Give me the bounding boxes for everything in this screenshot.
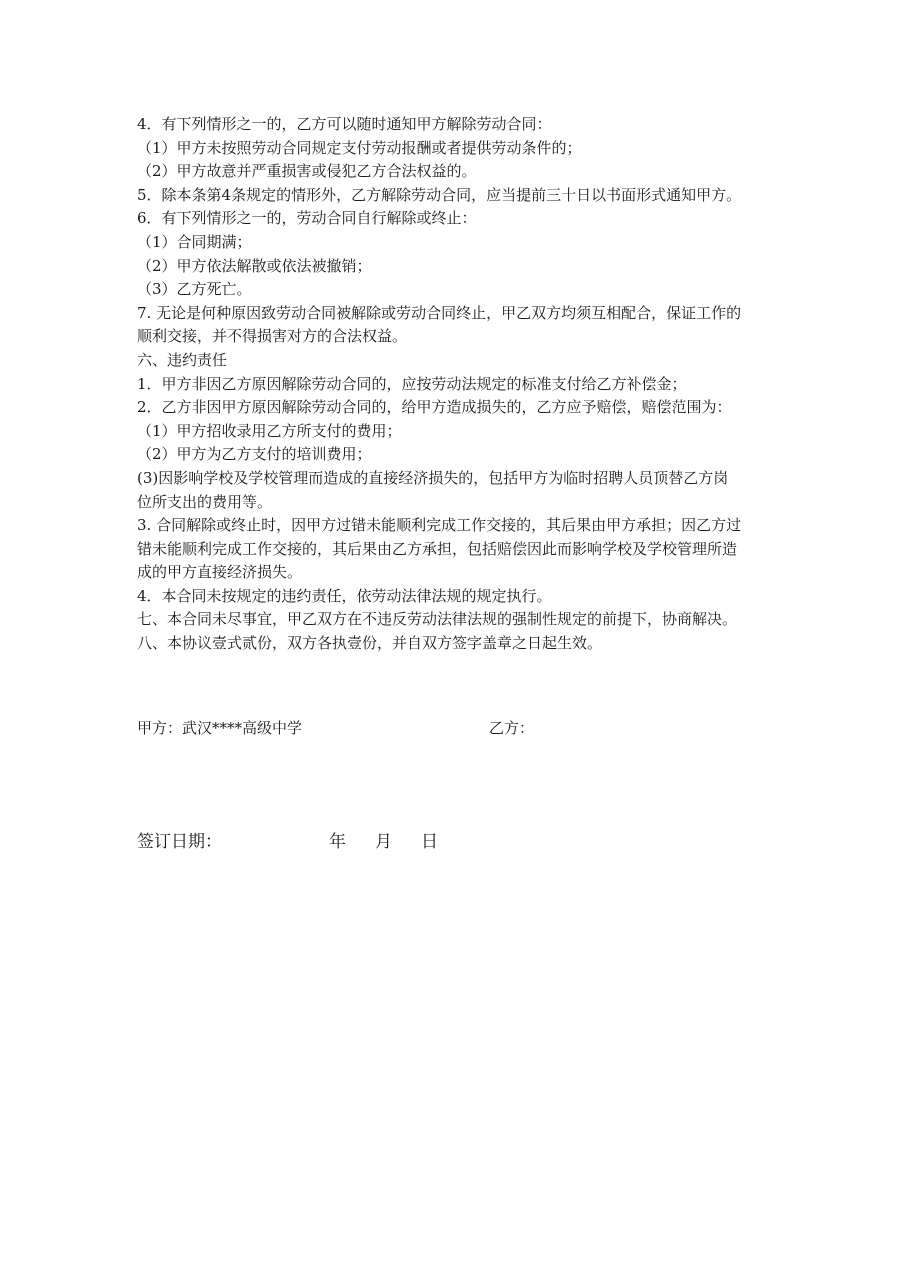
clause-line: 3. 合同解除或终止时，因甲方过错未能顺利完成工作交接的，其后果由甲方承担；因乙方过: [137, 516, 742, 535]
clause-line: 4．有下列情形之一的，乙方可以随时通知甲方解除劳动合同：: [137, 115, 552, 133]
contract-clauses: [137, 113, 777, 656]
clause-line: （2）甲方故意并严重损害或侵犯乙方合法权益的。: [137, 162, 477, 181]
clause-line: 错未能顺利完成工作交接的，其后果由乙方承担，包括赔偿因此而影响学校及学校管理所造: [137, 539, 738, 558]
signing-date-row: [137, 828, 537, 856]
signature-row: [137, 716, 777, 740]
clause-line: （1）甲方未按照劳动合同规定支付劳动报酬或者提供劳动条件的；: [137, 138, 582, 157]
clause-line: （1）合同期满；: [137, 232, 252, 251]
section-heading: 六、违约责任: [137, 350, 228, 369]
clause-line: 成的甲方直接经济损失。: [137, 563, 303, 582]
clause-line: 顺利交接，并不得损害对方的合法权益。: [137, 327, 408, 346]
section-heading: 八、本协议壹式贰份，双方各执壹份，并自双方签字盖章之日起生效。: [137, 634, 603, 653]
clause-line: 位所支出的费用等。: [137, 492, 273, 511]
party-a-signature: 甲方：武汉****高级中学: [137, 719, 303, 737]
clause-line: 1．甲方非因乙方原因解除劳动合同的，应按劳动法规定的标准支付给乙方补偿金；: [137, 374, 687, 393]
clause-line: 2．乙方非因甲方原因解除劳动合同的，给甲方造成损失的，乙方应予赔偿，赔偿范围为：: [137, 398, 732, 417]
clause-line: 6．有下列情形之一的，劳动合同自行解除或终止：: [137, 209, 477, 228]
clause-line: （1）甲方招收录用乙方所支付的费用；: [137, 421, 402, 440]
clause-line: （2）甲方为乙方支付的培训费用；: [137, 445, 372, 464]
section-heading: 七、本合同未尽事宜，甲乙双方在不违反劳动法律法规的强制性规定的前提下，协商解决。: [137, 610, 738, 629]
clause-line: 5．除本条第4条规定的情形外，乙方解除劳动合同，应当提前三十日以书面形式通知甲方。: [137, 185, 742, 204]
date-year-label: 年: [329, 832, 346, 852]
date-month-label: 月: [375, 832, 392, 852]
clause-line: 7. 无论是何种原因致劳动合同被解除或劳动合同终止，甲乙双方均须互相配合，保证工作的: [137, 303, 742, 322]
date-day-label: 日: [421, 832, 438, 852]
signing-date-label: 签订日期：: [137, 832, 222, 852]
clause-line: （3）乙方死亡。: [137, 280, 252, 299]
party-b-signature: 乙方：: [489, 719, 535, 737]
clause-line: (3)因影响学校及学校管理而造成的直接经济损失的，包括甲方为临时招聘人员顶替乙方岗: [137, 468, 729, 487]
clause-line: （2）甲方依法解散或依法被撤销；: [137, 256, 372, 275]
clause-line: 4．本合同未按规定的违约责任，依劳动法律法规的规定执行。: [137, 586, 552, 605]
